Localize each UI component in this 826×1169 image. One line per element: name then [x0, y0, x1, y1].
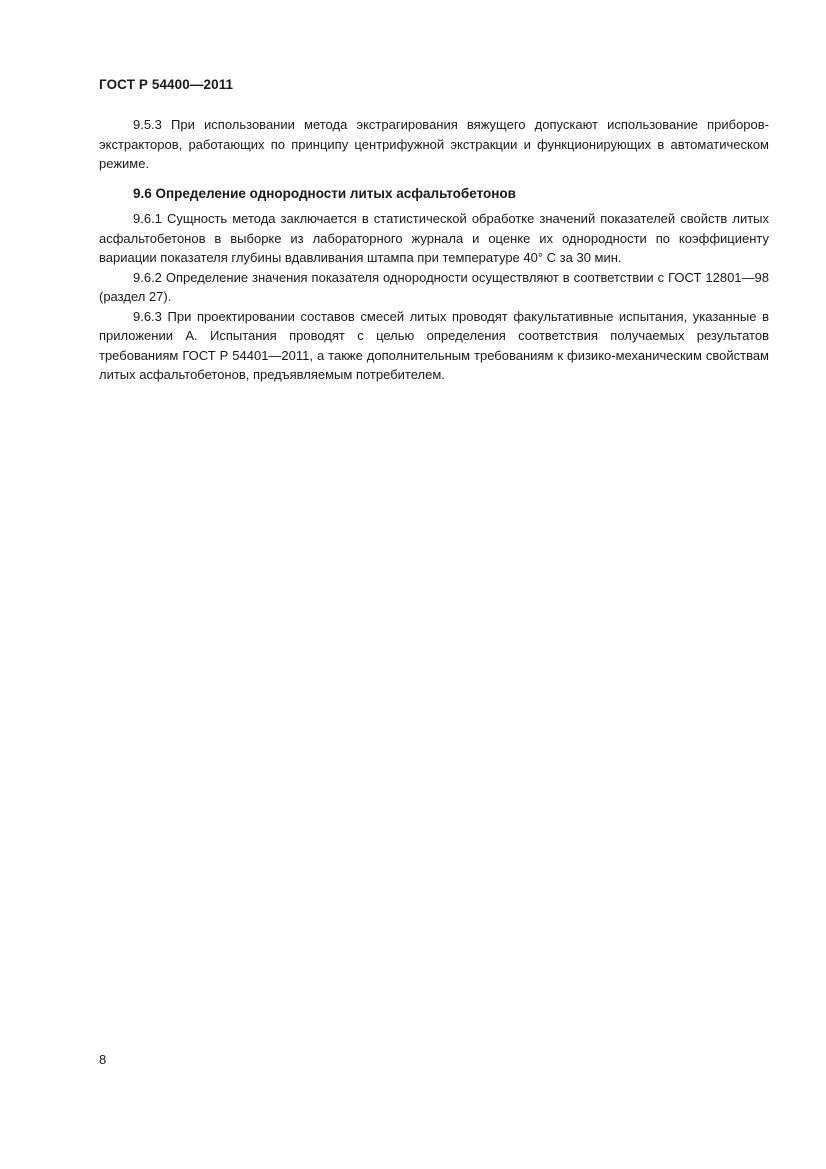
paragraph-9-6-3: 9.6.3 При проектировании составов смесей литых проводят факультативные испытания, указанные в приложении А. Испытания проводят с целью определения соответствия получаемых результатов требованиям ГОСТ Р 54401—2011, а также дополнительным требованиям к физико-механическим свойствам литых асфальтобетонов, предъявляемым потребителем. — [99, 308, 769, 382]
page-number: 8 — [99, 1052, 107, 1067]
paragraph-9-6-1: 9.6.1 Сущность метода заключается в статистической обработке значений показателей свойств литых асфальтобетонов в выборке из лабораторного журнала и оценке их однородности по коэффициенту вариации показателя глубины вдавливания штампа при температуре 40° С за 30 мин. — [99, 211, 769, 265]
paragraph-9-6-2: 9.6.2 Определение значения показателя однородности осуществляют в соответствии с ГОСТ 12801—98 (раздел 27). — [99, 269, 769, 304]
paragraph-9-5-3: 9.5.3 При использовании метода экстрагирования вяжущего допускают использование приборов-экстракторов, работающих по принципу центрифужной экстракции и функционирующих в автоматическом режиме. — [99, 117, 769, 171]
document-body — [99, 115, 769, 385]
document-standard-title: ГОСТ Р 54400—2011 — [99, 77, 234, 92]
section-heading-9-6: 9.6 Определение однородности литых асфальтобетонов — [133, 185, 516, 201]
